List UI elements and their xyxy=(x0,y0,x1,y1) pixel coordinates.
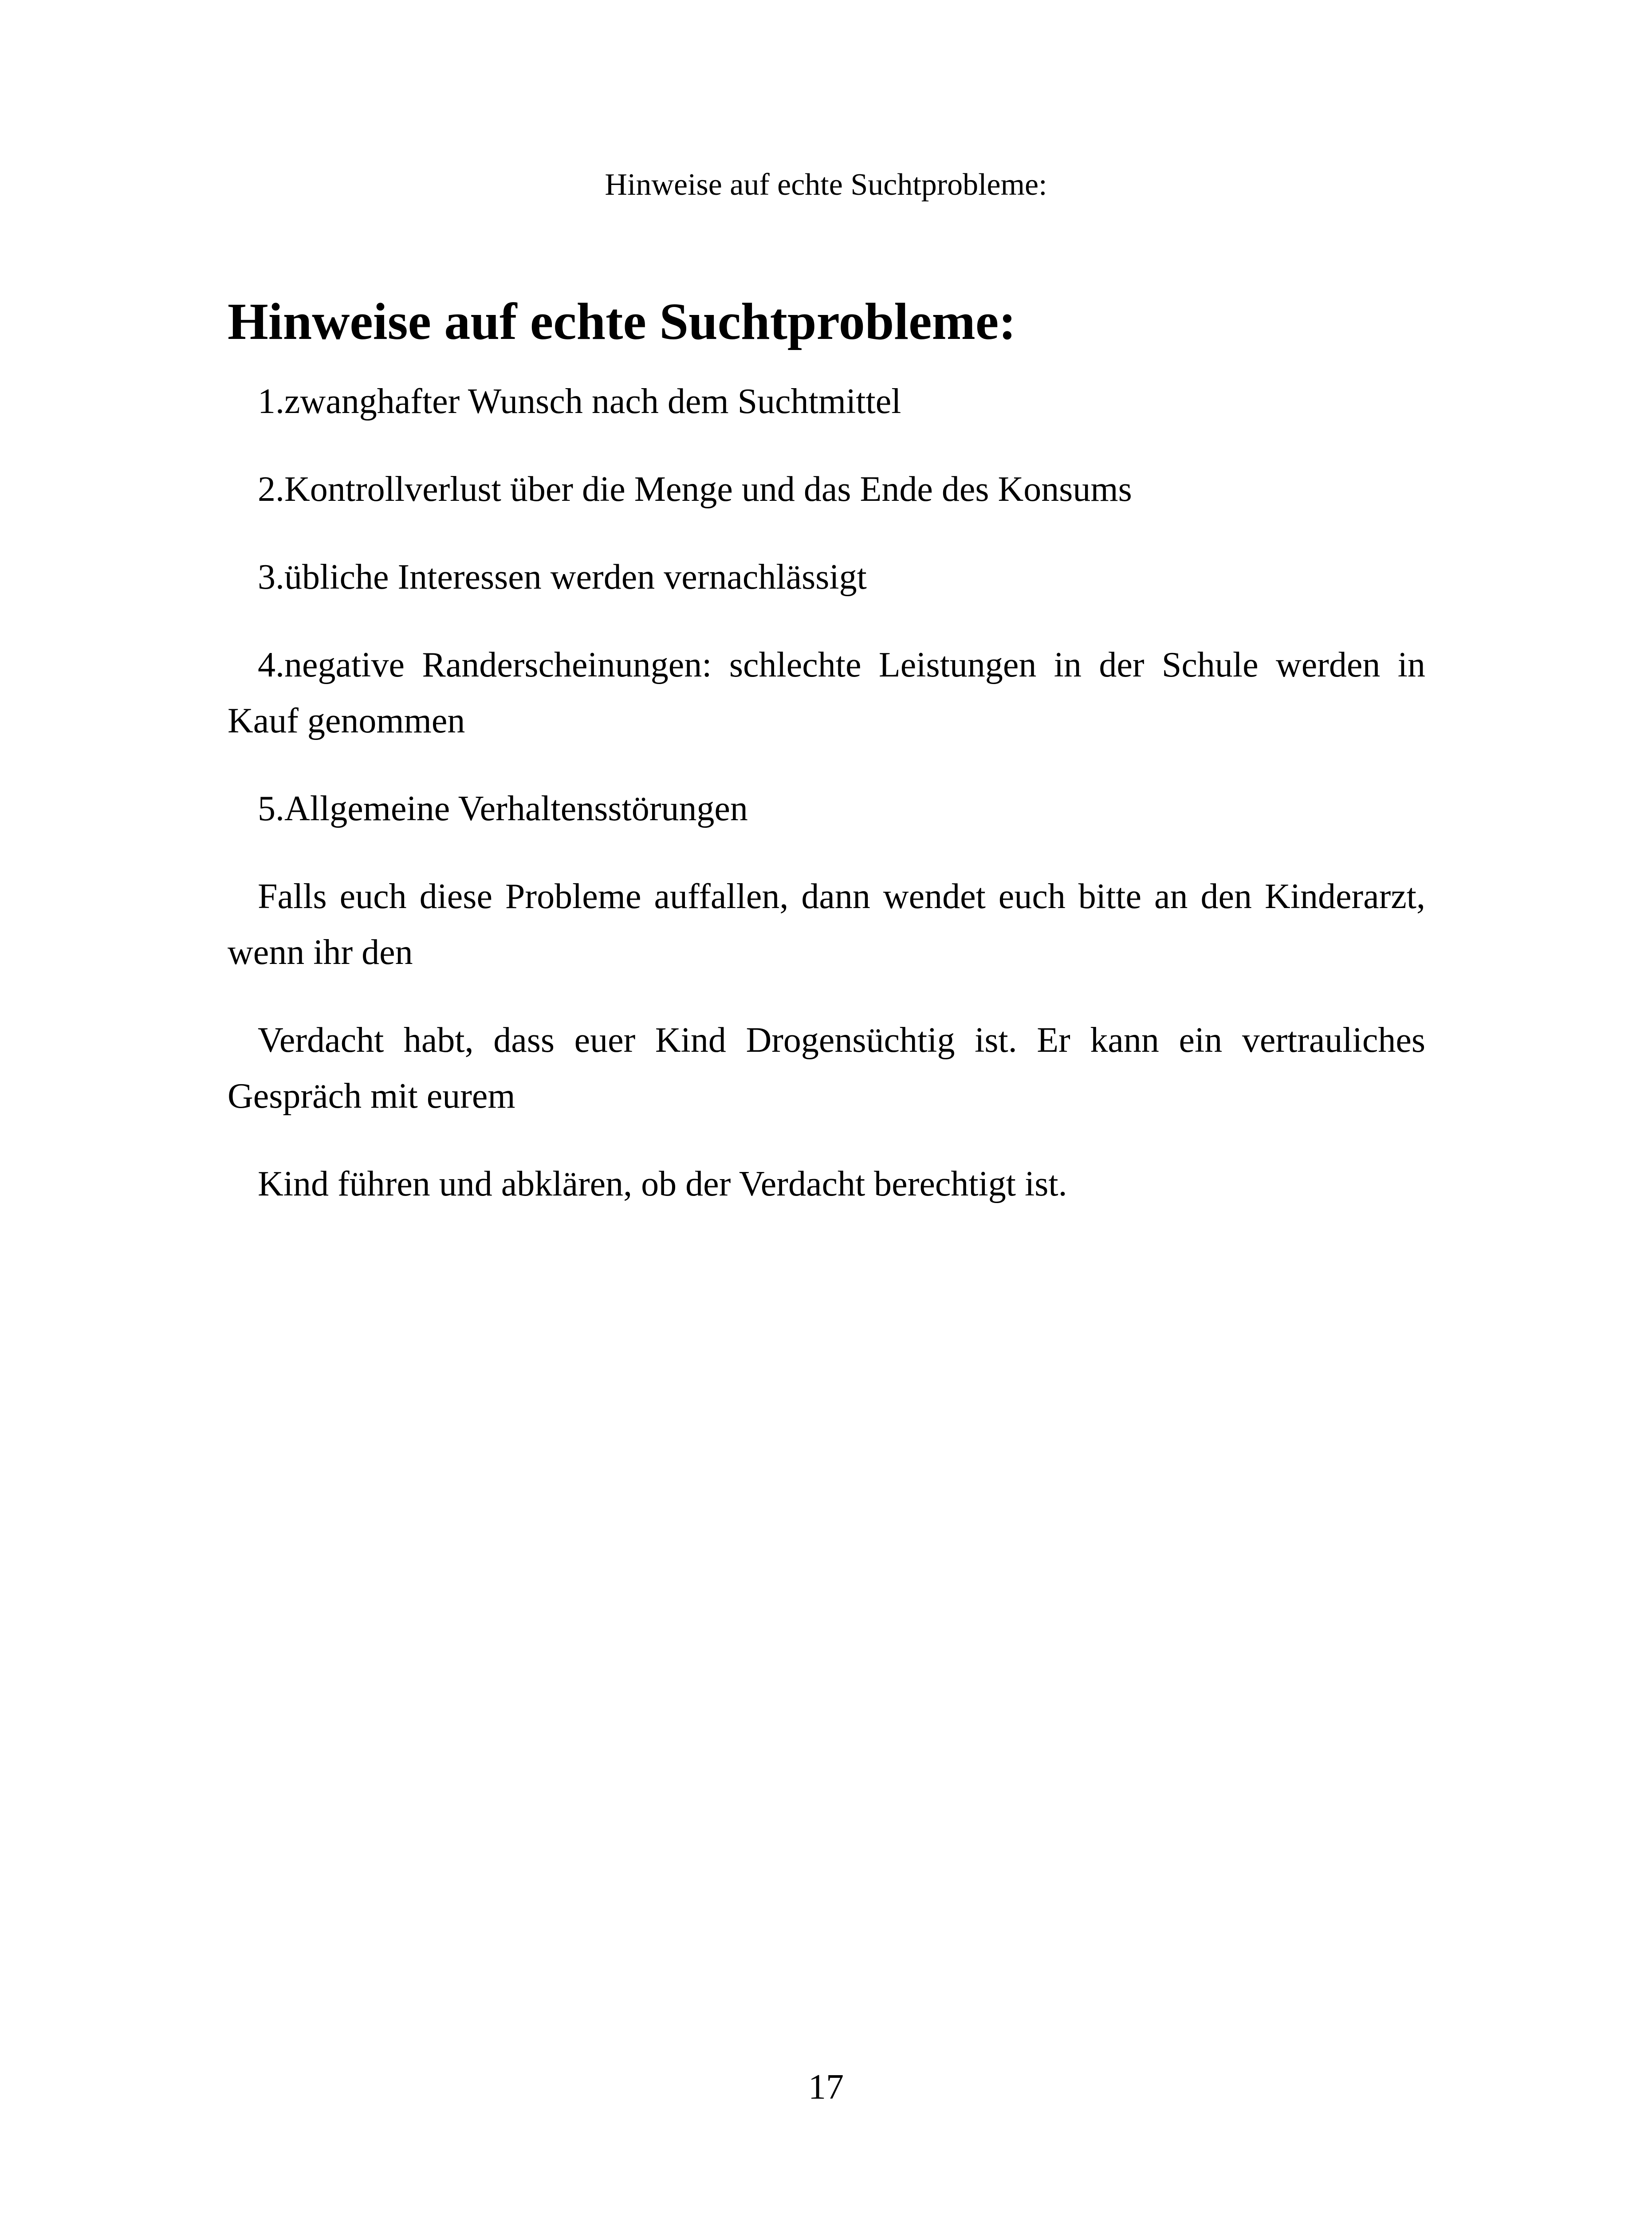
list-item-2: 2.Kontrollverlust über die Menge und das Ende des Konsums xyxy=(258,470,1132,509)
running-header: Hinweise auf echte Suchtprobleme: xyxy=(605,168,1047,202)
list-item-1: 1.zwanghafter Wunsch nach dem Suchtmittel xyxy=(258,382,901,421)
list-item-5: 5.Allgemeine Verhaltensstörungen xyxy=(258,789,748,828)
list-item-3: 3.übliche Interessen werden vernachlässigt xyxy=(258,558,867,597)
body-paragraph: Kind führen und abklären, ob der Verdacht berechtigt ist. xyxy=(258,1164,1067,1203)
page-content xyxy=(228,288,1425,1244)
page-title: Hinweise auf echte Suchtprobleme: xyxy=(228,292,1016,350)
list-item-4: 4.negative Randerscheinungen: schlechte Leistungen in der Schule werden in Kauf genommen xyxy=(228,645,1425,740)
body-paragraph: Verdacht habt, dass euer Kind Drogensüchtig ist. Er kann ein vertrauliches Gespräch mit eurem xyxy=(228,1021,1425,1116)
page-number: 17 xyxy=(808,2068,844,2107)
body-paragraph: Falls euch diese Probleme auffallen, dann wendet euch bitte an den Kinderarzt, wenn ihr den xyxy=(228,877,1425,972)
